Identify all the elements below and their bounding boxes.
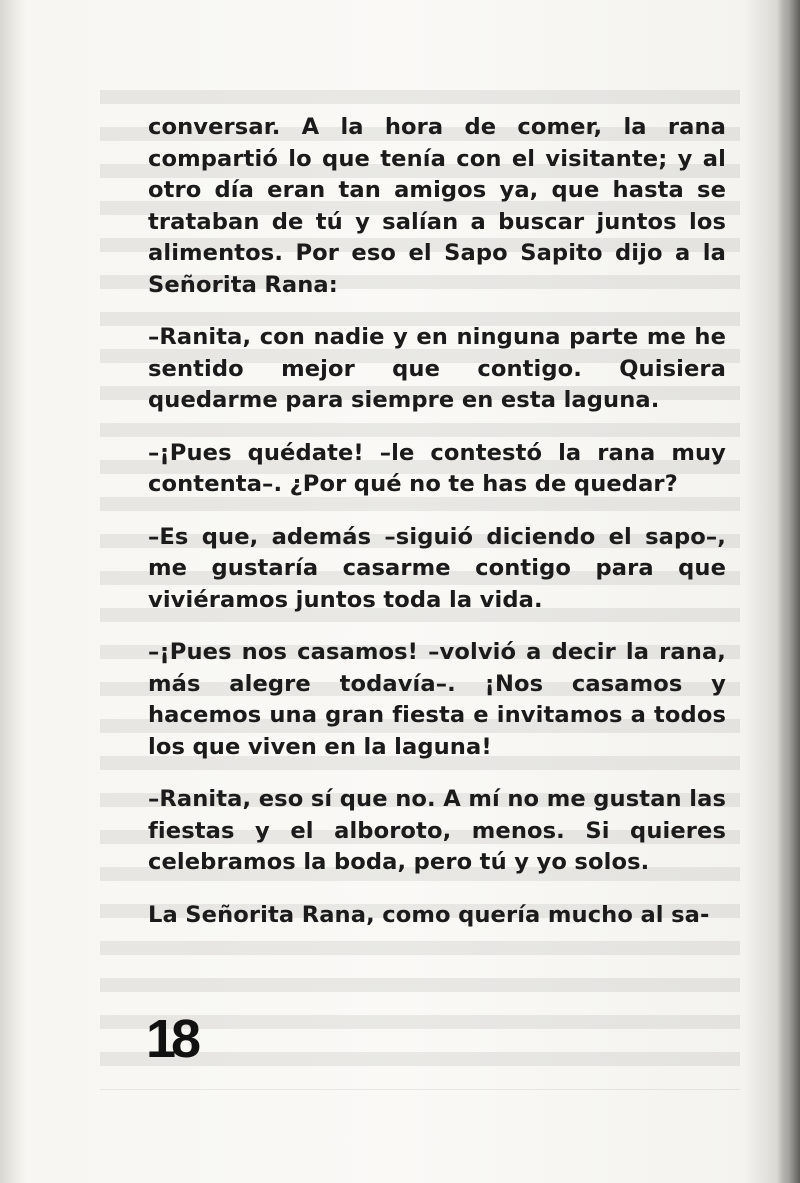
page-edge-shadow [778, 0, 800, 1183]
paragraph: La Señorita Rana, como quería mucho al sa- [148, 901, 710, 928]
paragraph: –Ranita, con nadie y en ninguna parte me he sentido mejor que contigo. Quisiera quedarme para siempre en esta laguna. [148, 324, 726, 413]
paragraph: –Ranita, eso sí que no. A mí no me gustan las fiestas y el alboroto, menos. Si quieres celebramos la boda, pero tú y yo solos. [148, 786, 726, 875]
paragraph: conversar. A la hora de comer, la rana compartió lo que tenía con el visitante; y al otro día eran tan amigos ya, que hasta se trataban de tú y salían a buscar juntos los alimentos. Por eso el Sapo Sapito dijo a la Señorita Rana: [148, 114, 726, 298]
paragraph: –¡Pues quédate! –le contestó la rana muy contenta–. ¿Por qué no te has de quedar? [148, 439, 726, 497]
page-gutter-shadow [0, 0, 26, 1183]
paragraph: –Es que, además –siguió diciendo el sapo–, me gustaría casarme contigo para que viviéramos juntos toda la vida. [148, 523, 726, 613]
page-number: 18 [146, 1009, 197, 1069]
paragraph: –¡Pues nos casamos! –volvió a decir la rana, más alegre todavía–. ¡Nos casamos y hacemos una gran fiesta e invitamos a todos los que viven en la laguna! [148, 639, 726, 760]
story-text [148, 112, 726, 952]
